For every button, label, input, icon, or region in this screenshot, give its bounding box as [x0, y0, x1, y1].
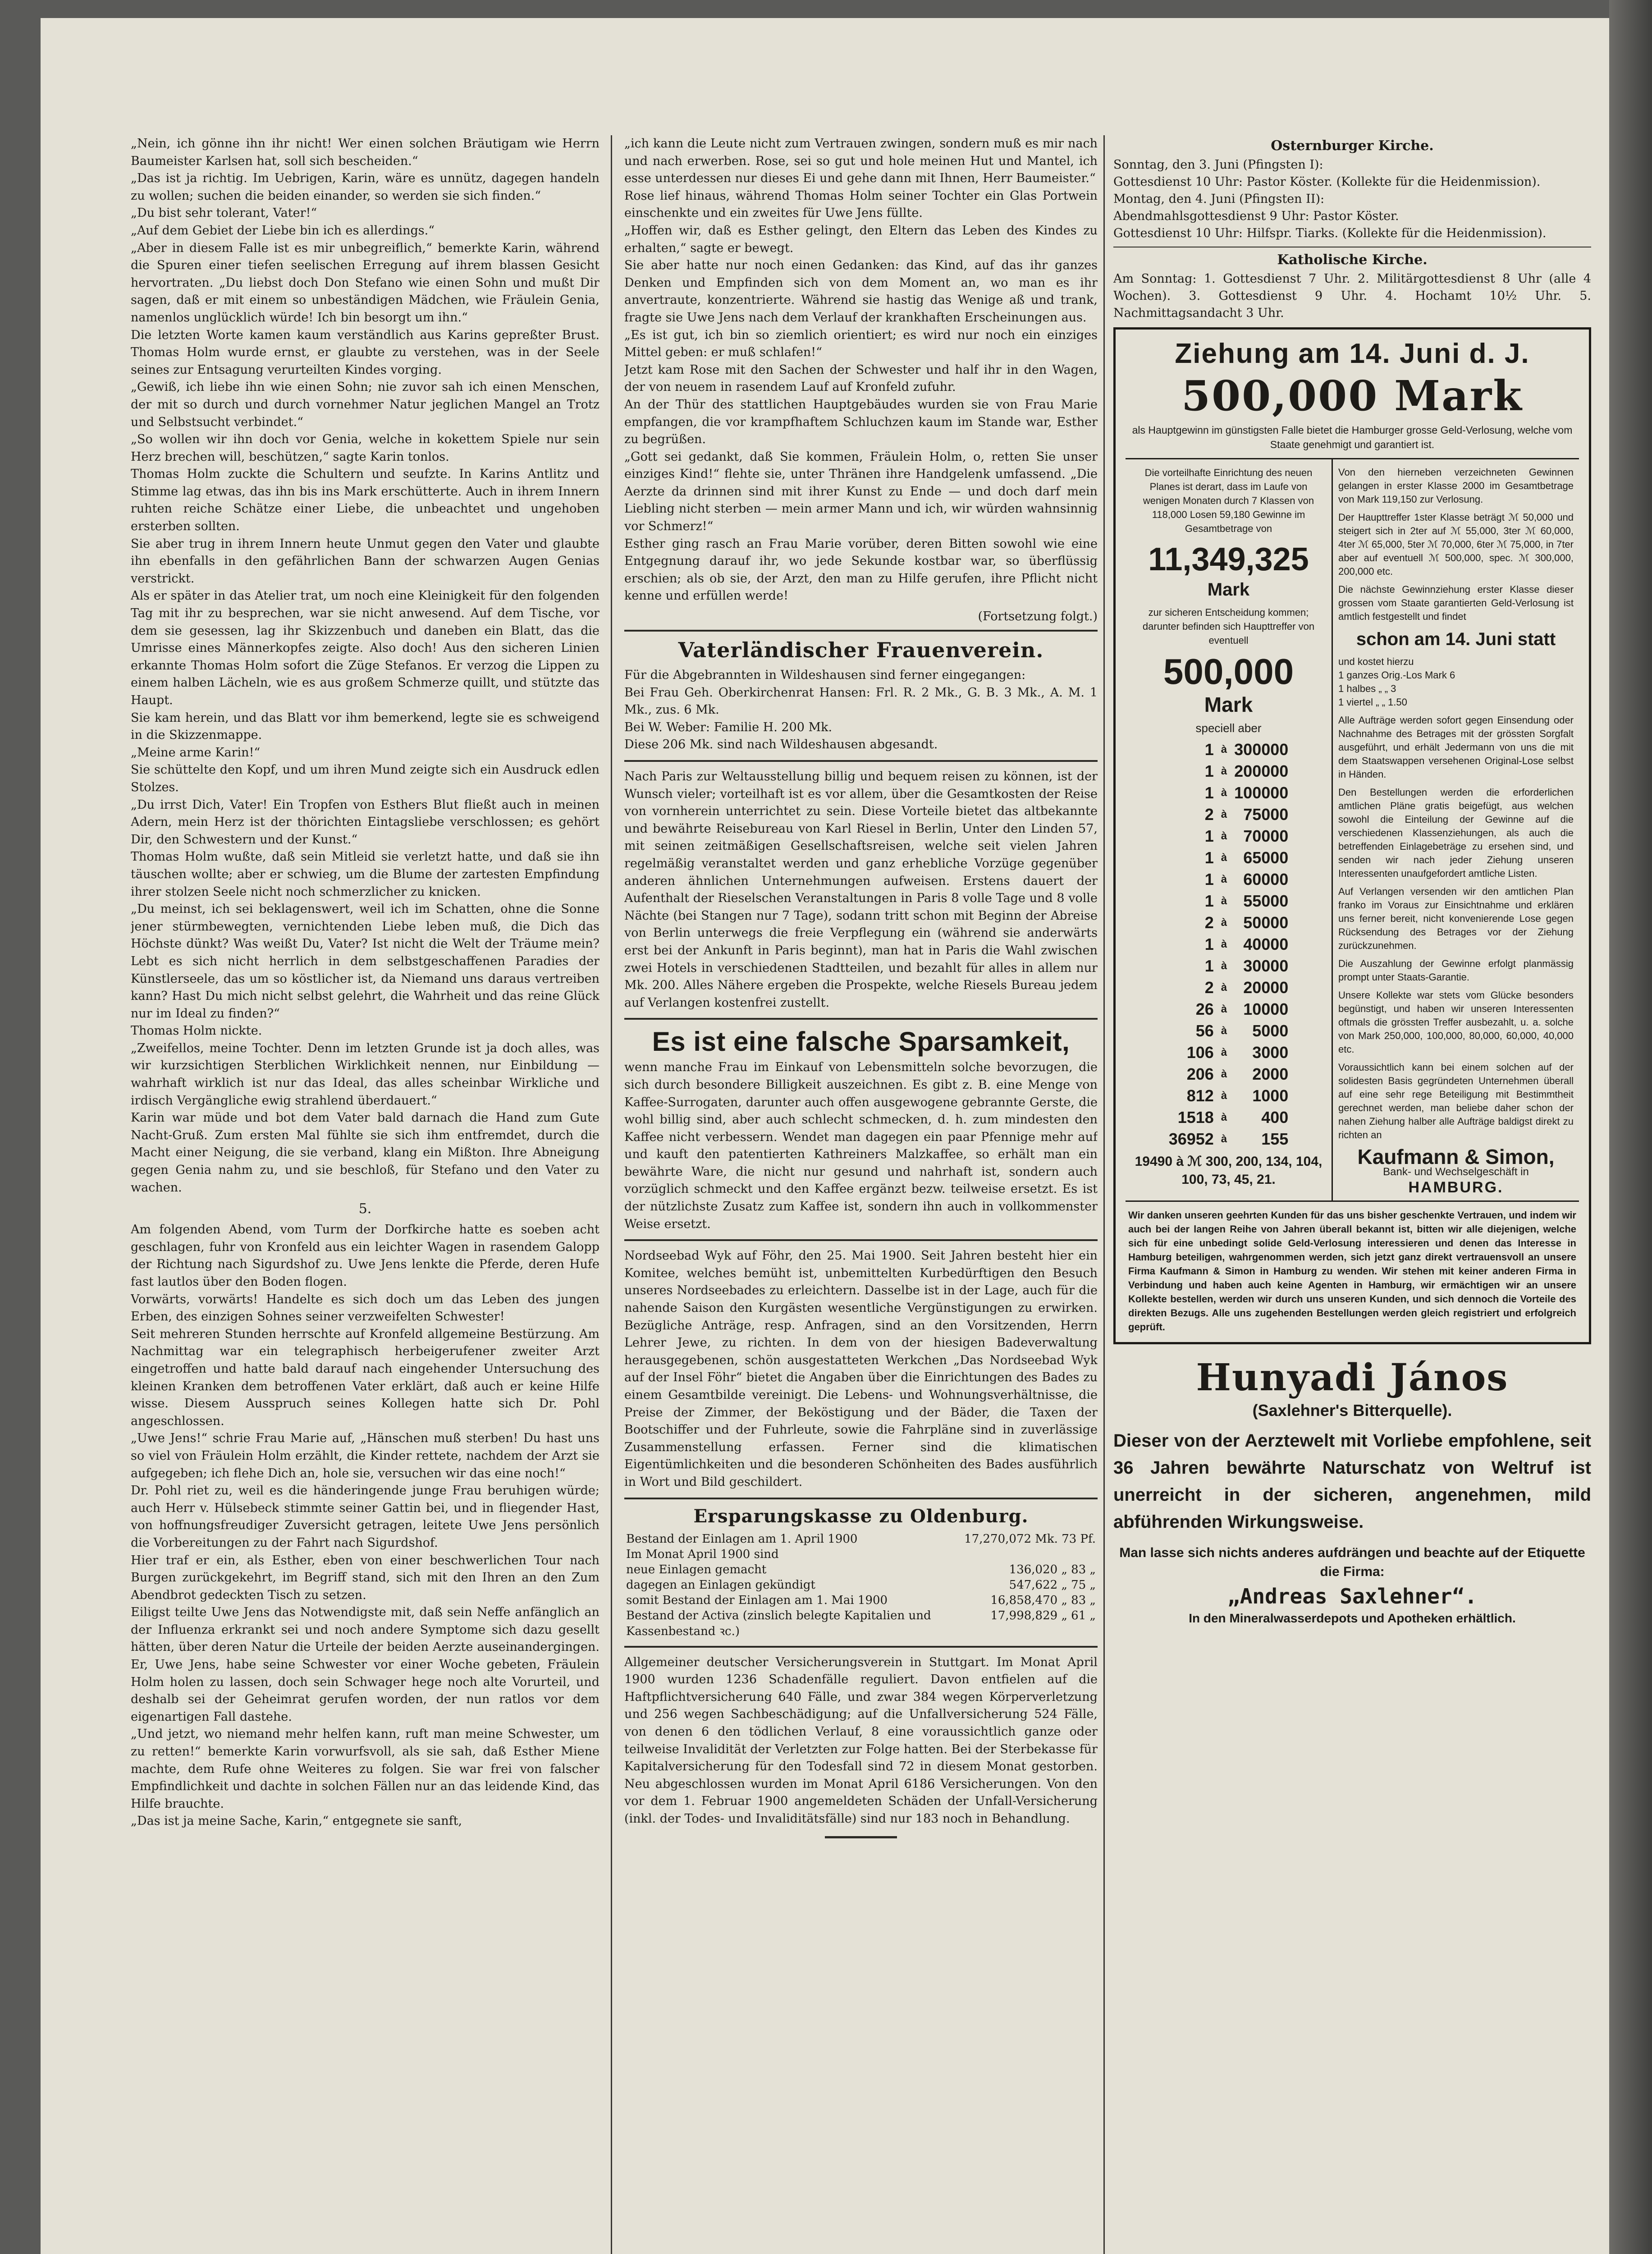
- prize-value: 55000: [1243, 892, 1289, 910]
- prize-count: 1: [1204, 957, 1214, 975]
- ersparungskasse-row: [624, 1547, 1098, 1562]
- lottery-total: 11,349,325: [1148, 541, 1309, 577]
- lottery-right-p5: Alle Aufträge werden sofort gegen Einsendung oder Nachnahme des Betrages mit der grössten Sorgfalt ausgeführt, und erhält Jedermann von uns die mit dem Staatswappen versehenen Original-Lose selbst in Händen.: [1338, 715, 1574, 780]
- prize-row: [1165, 977, 1292, 999]
- lottery-right-p8: Die Auszahlung der Gewinne erfolgt planmässig prompt unter Staats-Garantie.: [1338, 958, 1574, 983]
- prize-separator: à: [1221, 960, 1227, 972]
- prize-separator: à: [1221, 743, 1227, 756]
- prize-count: 812: [1186, 1086, 1214, 1105]
- lottery-left-text: Die vorteilhafte Einrichtung des neuen Planes ist derart, dass im Laufe von wenigen Monaten durch 7 Klassen von 118,000 Losen 59,180 Gewinne im Gesamtbetrage von: [1143, 467, 1314, 534]
- prize-row: [1165, 1128, 1292, 1150]
- prize-value: 65000: [1243, 848, 1289, 867]
- sparsamkeit-text: wenn manche Frau im Einkauf von Lebensmitteln solche bevorzugen, die sich durch besondere Billigkeit auszeichnen. Es gibt z. B. eine Menge von Kaffee-Surrogaten, darunter auch offen ausgewogene gebrannte Gerste, die wohl billig sind, aber auch schlecht schmecken, d. h. zum mindesten den Kaffee nicht verbessern. Wendet man dagegen ein paar Pfennige mehr auf und kauft den patentierten Kathreiners Malzkaffee, so erhält man ein bewährte Ware, die nicht nur gesund und nahrhaft ist, sondern auch vorzüglich schmeckt und den Kaffee ergänzt bezw. teilweise ersetzt. Es ist der nützlichste Zusatz zum Kaffee ist, sondern ihn auch in vollkommenster Weise ersetzt.: [624, 1060, 1098, 1231]
- prize-separator: à: [1221, 916, 1227, 929]
- novel-text-1: „Nein, ich gönne ihn ihr nicht! Wer einen solchen Bräutigam wie Herrn Baumeister Karlsen hat, soll sich bescheiden.“ „Das ist ja richtig. Im Uebrigen, Karin, wäre es unnütz, dagegen handeln zu wollen; suchen die beiden einander, so werden sie sich finden.“ „Du bist sehr tolerant, Vater!“ „Auf dem Gebiet der Liebe bin ich es allerdings.“ „Aber in diesem Falle ist es mir unbegreiflich,“ bemerkte Karin, während die Spuren einer tiefen seelischen Erregung auf ihrem blassen Gesicht hervortraten. „Du liebst doch Don Stefano wie einen Sohn und mußt Dir sagen, daß er mit einem so unbeständigen Mädchen, wie Fräulein Genia, namenlos unglücklich würde! Ich bin besorgt um ihn.“ Die letzten Worte kamen kaum verständlich aus Karins gepreßter Brust. Thomas Holm wurde ernst, er glaubte zu verstehen, was in der Seele seines zur Entsagung verurteilten Kindes vorging. „Gewiß, ich liebe ihn wie einen Sohn; nie zuvor sah ich einen Menschen, der mit so durch und durch vornehmer Natur jeglichen Mangel an Trotz und Selbstsucht verbindet.“ „So wollen wir ihn doch vor Genia, welche in kokettem Spiele nur sein Herz brechen will, beschützen,“ sagte Karin tonlos. Thomas Holm zuckte die Schultern und seufzte. In Karins Antlitz und Stimme lag etwas, das ihn bis ins Mark erschütterte. Auch in ihrem Innern ruhten reiche Schätze einer Liebe, die unbeachtet und ungehoben ersterben sollten. Sie aber trug in ihrem Innern heute Unmut gegen den Vater und glaubte ihn ebenfalls in den gefährlichen Bann der schwarzen Augen Genias verstrickt. Als er später in das Atelier trat, um noch eine Kleinigkeit für den folgenden Tag mit ihr zu besprechen, war sie nicht anwesend. Auf dem Tische, vor dem sie gesessen, lag ihr Skizzenbuch und daneben ein Blatt, das die Umrisse eines Männerkopfes zeigte. Also doch! Aus den sicheren Linien erkannte Thomas Holm sofort die Züge Stefanos. Er verzog die Lippen zu einem halben Lächeln, wie es aus großem Schmerze quillt, und stützte das Haupt. Sie kam herein, und das Blatt vor ihm bemerkend, legte sie es schweigend in die Skizzenmappe. „Meine arme Karin!“ Sie schüttelte den Kopf, und um ihren Mund zeigte sich ein Ausdruck edlen Stolzes. „Du irrst Dich, Vater! Ein Tropfen von Esthers Blut fließt auch in meinen Adern, mein Herz ist der thörichten Eintagsliebe verschlossen; es gehört Dir, den Schwestern und der Kunst.“ Thomas Holm wußte, daß sein Mitleid sie verletzt hatte, und daß sie ihn täuschen wollte; aber er schwieg, um die Blume der zartesten Empfindung ihrer stolzen Seele nicht noch schmerzlicher zu knicken. „Du meinst, ich sei beklagenswert, weil ich im Schatten, ohne die Sonne jener stürmbewegten, vernichtenden Liebe leben muß, die Dich das Höchste dünkt? Was weißt Du, Vater? Ist nicht die Welt der Träume mein? Lebt es sich nicht herrlich in dem selbstgeschaffenen Paradies der Künstlerseele, das um so köstlicher ist, da Niemand uns daraus vertreiben kann? Hast Du mich nicht selbst gelehrt, die Wahrheit und das reine Glück nur im Ideal zu finden?“ Thomas Holm nickte. „Zweifellos, meine Tochter. Denn im letzten Grunde ist ja doch alles, was wir kurzsichtigen Sterblichen Wirklichkeit nennen, nur Einbildung — wahrhaft wirklich ist nur das Ideal, das alles scheinbar Wirkliche und irdisch Vergängliche ewig strahlend überdauert.“ Karin war müde und bot dem Vater bald darnach die Hand zum Gute Nacht-Gruß. Zum ersten Mal fühlte sie sich ihm entfremdet, durch die Macht einer Neigung, die sie verband, klang ein Mißton. Ihre Abneigung gegen Genia nahm zu, und sie beschloß, für Stefano und den Vater zu wachen.: [131, 137, 599, 1195]
- lottery-body: [1126, 458, 1579, 1200]
- divider: [624, 1498, 1098, 1499]
- prize-row: [1165, 869, 1292, 890]
- section-number: 5.: [358, 1201, 372, 1217]
- lottery-firm: Kaufmann & Simon,: [1357, 1145, 1555, 1168]
- end-rule: [825, 1836, 897, 1838]
- lottery-city: HAMBURG.: [1408, 1179, 1504, 1196]
- prize-value: 300000: [1234, 740, 1289, 759]
- prize-tail: 19490 à ℳ 300, 200, 134, 104, 100, 73, 45, 21.: [1135, 1154, 1323, 1187]
- lottery-big-unit: Mark: [1204, 693, 1253, 716]
- prize-row: [1165, 847, 1292, 869]
- divider: [624, 1018, 1098, 1020]
- osternburger-heading: Osternburger Kirche.: [1271, 138, 1434, 154]
- prize-separator: à: [1221, 830, 1227, 842]
- divider: [624, 630, 1098, 632]
- prize-count: 1: [1204, 827, 1214, 845]
- ersparungskasse-row: [624, 1562, 1098, 1577]
- prize-row: [1165, 1063, 1292, 1085]
- hunyadi-sub: (Saxlehner's Bitterquelle).: [1252, 1401, 1452, 1420]
- lottery-right-p2: Der Haupttreffer 1ster Klasse beträgt ℳ 50,000 und steigert sich in 2ter auf ℳ 55,000, 3ter ℳ 60,000, 4ter ℳ 65,000, 5ter ℳ 70,000, 6ter ℳ 75,000, in 7ter aber auf eventuell ℳ 500,000, spec. ℳ 300,000, 200,000 etc.: [1338, 512, 1574, 577]
- ersparungskasse-label: Bestand der Einlagen am 1. April 1900: [626, 1532, 858, 1546]
- column-rule: [611, 135, 612, 2254]
- prize-count: 1: [1204, 892, 1214, 910]
- lottery-right-p3: Die nächste Gewinnziehung erster Klasse dieser grossen vom Staate garantierten Geld-Verlosung ist amtlich festgestellt und findet: [1338, 584, 1574, 622]
- lottery-right-big: schon am 14. Juni statt: [1356, 629, 1556, 649]
- ersparungskasse-value: 136,020 „ 83 „: [1009, 1562, 1096, 1576]
- vaterlaendischer-text: Für die Abgebrannten in Wildeshausen sind ferner eingegangen: Bei Frau Geh. Oberkirchenrat Hansen: Frl. R. 2 Mk., G. B. 3 Mk., A. M. 1 Mk., zus. 6 Mk. Bei W. Weber: Familie H. 200 Mk. Diese 206 Mk. sind nach Wildeshausen abgesandt.: [624, 668, 1098, 752]
- ersparungskasse-value: 17,998,829 „ 61 „: [990, 1608, 1096, 1622]
- katholische-heading: Katholische Kirche.: [1277, 252, 1428, 268]
- ersparungskasse-heading: Ersparungskasse zu Oldenburg.: [693, 1505, 1029, 1527]
- prize-row: [1165, 1085, 1292, 1107]
- lottery-right-p4: und kostet hierzu 1 ganzes Orig.-Los Mark 6 1 halbes „ „ 3 1 viertel „ „ 1.50: [1338, 656, 1455, 708]
- prize-value: 100000: [1234, 783, 1289, 802]
- prize-separator: à: [1221, 787, 1227, 799]
- lottery-draw-date: Ziehung am 14. Juni d. J.: [1175, 338, 1530, 369]
- lottery-big-prize: 500,000: [1163, 651, 1294, 692]
- wyk-text: Nordseebad Wyk auf Föhr, den 25. Mai 1900. Seit Jahren besteht hier ein Komitee, welches bemüht ist, unbemittelten Kurbedürftigen den Besuch unseres Nordseebades zu erleichtern. Dasselbe ist in der Lage, auch für die nahende Saison den Kurgästen wesentliche Vergünstigungen zu erwirken. Bezügliche Anträge, resp. Anfragen, sind an den Vorsitzenden, Herrn Lehrer Jewe, zu richten. In dem von der hiesigen Badeverwaltung herausgegebenen, schön ausgestatteten Werkchen „Das Nordseebad Wyk auf der Insel Föhr“ bietet die Angaben über die Einrichtungen des Bades zu einem Gesamtbilde vereinigt. Die Lebens- und Wohnungsverhältnisse, die Preise der Zimmer, der Beköstigung und der Bäder, die Taxen der Bootschiffer und der Fuhrleute, sowie die Fahrpläne sind in zuverlässige Zusammenstellung erfassen. Ferner sind die klimatischen Eigentümlichkeiten und die besonderen Schönheiten des Bades ausführlich in Wort und Bild geschildert.: [624, 1249, 1098, 1489]
- prize-count: 1: [1204, 848, 1214, 867]
- ersparungskasse-table: [624, 1531, 1098, 1640]
- hunyadi-warning: Man lasse sich nichts anderes aufdrängen und beachte auf der Etiquette die Firma:: [1119, 1545, 1585, 1579]
- prize-count: 26: [1195, 1000, 1214, 1018]
- column-ads: [1113, 135, 1591, 2254]
- prize-value: 200000: [1234, 762, 1289, 780]
- hunyadi-footer: In den Mineralwasserdepots und Apotheken erhältlich.: [1189, 1611, 1516, 1625]
- hunyadi-description: Dieser von der Aerztewelt mit Vorliebe empfohlene, seit 36 Jahren bewährte Naturschatz von Weltruf ist unerreicht in der sicheren, angenehmen, mild abführenden Wirkungsweise.: [1113, 1431, 1591, 1532]
- lottery-right: [1333, 459, 1579, 1200]
- lottery-right-p1: Von den hierneben verzeichneten Gewinnen gelangen in erster Klasse 2000 im Gesamtbetrage von Mark 119,150 zur Verlosung.: [1338, 467, 1574, 505]
- column-rule: [1103, 135, 1105, 2254]
- ersparungskasse-label: dagegen an Einlagen gekündigt: [626, 1578, 815, 1592]
- prize-value: 5000: [1252, 1022, 1289, 1040]
- prize-count: 1: [1204, 762, 1214, 780]
- lottery-amount: 500,000 Mark: [1181, 371, 1523, 420]
- lottery-ad: [1113, 327, 1591, 1344]
- lottery-speciel: speciell aber: [1195, 721, 1262, 735]
- ersparungskasse-value: 16,858,470 „ 83 „: [990, 1593, 1096, 1607]
- prize-value: 60000: [1243, 870, 1289, 889]
- prize-separator: à: [1221, 1111, 1227, 1123]
- prize-separator: à: [1221, 1068, 1227, 1080]
- prize-count: 36952: [1168, 1130, 1214, 1148]
- prize-count: 1: [1204, 870, 1214, 889]
- prize-row: [1165, 1020, 1292, 1042]
- prize-row: [1165, 782, 1292, 804]
- prize-table: [1165, 739, 1292, 1150]
- prize-separator: à: [1221, 808, 1227, 820]
- lottery-left: [1126, 459, 1333, 1200]
- prize-row: [1165, 760, 1292, 782]
- sparsamkeit-heading: Es ist eine falsche Sparsamkeit,: [652, 1026, 1070, 1057]
- prize-separator: à: [1221, 895, 1227, 907]
- novel-text-3: „ich kann die Leute nicht zum Vertrauen zwingen, sondern muß es mir nach und nach erwerben. Rose, sei so gut und hole meinen Hut und Mantel, ich esse unterdessen nur dieses Ei und gehe dann mit Ihnen, Herr Baumeister.“ Rose lief hinaus, während Thomas Holm seiner Tochter ein Glas Portwein einschenkte und ein zweites für Uwe Jens füllte. „Hoffen wir, daß es Esther gelingt, den Eltern das Leben des Kindes zu erhalten,“ sagte er bewegt. Sie aber hatte nur noch einen Gedanken: das Kind, auf das ihr ganzes Denken und Empfinden sich von dem Moment an, wo man es ihr anvertraute, konzentrierte. Während sie hastig das Wenige aß und trank, fragte sie Uwe Jens nach dem Verlauf der krankhaften Erscheinungen aus. „Es ist gut, ich bin so ziemlich orientiert; es wird nur noch ein einziges Mittel geben: er muß schlafen!“ Jetzt kam Rose mit den Sachen der Schwester und half ihr in den Wagen, der von neuem in rasendem Lauf auf Kronfeld zufuhr. An der Thür des stattlichen Hauptgebäudes wurden sie von Frau Marie empfangen, die vor krampfhaftem Schluchzen kaum im Stande war, Esther zu begrüßen. „Gott sei gedankt, daß Sie kommen, Fräulein Holm, o, retten Sie unser einziges Kind!“ flehte sie, unter Thränen ihre Handgelenk umfassend. „Die Aerzte da drinnen sind mit ihrer Kunst zu Ende — und doch darf mein Liebling nicht sterben — mein armer Mann und ich, wir würden wahnsinnig vor Schmerz!“ Esther ging rasch an Frau Marie vorüber, deren Bitten sowohl wie eine Entgegnung darauf ihr, wo jede Sekunde kostbar war, so überflüssig erschien; als ob sie, der Arzt, den man zu Hilfe gerufen, ihre Pflicht nicht kenne und erfüllen werde!: [624, 137, 1098, 603]
- prize-count: 2: [1204, 913, 1214, 932]
- prize-value: 70000: [1243, 827, 1289, 845]
- prize-value: 155: [1261, 1130, 1289, 1148]
- prize-value: 10000: [1243, 1000, 1289, 1018]
- prize-separator: à: [1221, 765, 1227, 777]
- vaterlaendischer-heading: Vaterländischer Frauenverein.: [678, 638, 1044, 663]
- prize-row: [1165, 825, 1292, 847]
- prize-row: [1165, 804, 1292, 825]
- prize-separator: à: [1221, 852, 1227, 864]
- prize-row: [1165, 934, 1292, 955]
- prize-value: 3000: [1252, 1043, 1289, 1062]
- prize-count: 56: [1195, 1022, 1214, 1040]
- prize-separator: à: [1221, 981, 1227, 994]
- prize-separator: à: [1221, 1025, 1227, 1037]
- ersparungskasse-value: 547,622 „ 75 „: [1009, 1578, 1096, 1592]
- prize-value: 20000: [1243, 978, 1289, 997]
- ersparungskasse-label: somit Bestand der Einlagen am 1. Mai 1900: [626, 1593, 888, 1607]
- lottery-right-p10: Voraussichtlich kann bei einem solchen auf der solidesten Basis gegründeten Unternehmen überall auf eine sehr rege Beteiligung mit Bestimmtheit gerechnet werden, man beliebe daher schon der nahen Ziehung halber alle Aufträge baldigst direkt zu richten an: [1338, 1062, 1574, 1141]
- prize-count: 1: [1204, 740, 1214, 759]
- prize-count: 1: [1204, 783, 1214, 802]
- prize-separator: à: [1221, 1090, 1227, 1102]
- column-news: [624, 135, 1098, 2254]
- prize-row: [1165, 999, 1292, 1020]
- ersparungskasse-row: [624, 1577, 1098, 1593]
- lottery-right-p7: Auf Verlangen versenden wir den amtlichen Plan franko im Voraus zur Einsichtnahme und erklären uns ferner bereit, nicht konvenierende Lose gegen Rücksendung des Betrages vor der Ziehung zurückzunehmen.: [1338, 886, 1574, 951]
- versicherung-text: Allgemeiner deutscher Versicherungsverein in Stuttgart. Im Monat April 1900 wurden 1236 Schadenfälle reguliert. Davon entfielen auf die Haftpflichtversicherung 640 Fälle, und zwar 384 wegen Körperverletzung und 256 wegen Sachbeschädigung; auf die Unfallversicherung 524 Fälle, von denen 6 den tödlichen Verlauf, 8 eine voraussichtlich ganze oder teilweise Invalidität der Verletzten zur Folge hatten. Bei der Sterbekasse für Kapitalversicherung für den Todesfall sind 72 in diesem Monat gestorben. Neu abgeschlossen wurden im Monat April 6186 Versicherungen. Von den vor dem 1. Februar 1900 angemeldeten Schäden der Unfall-Versicherung (inkl. der Todes- und Invaliditätsfälle) sind nur 183 noch in Behandlung.: [624, 1655, 1098, 1826]
- ersparungskasse-value: [962, 1547, 1098, 1562]
- lottery-right-p6: Den Bestellungen werden die erforderlichen amtlichen Pläne gratis beigefügt, aus welchen sowohl die Einteilung der Gewinne auf die verschiedenen Klassenziehungen, als auch die betreffenden Einlagebeträge zu ersehen sind, und senden wir nach jeder Ziehung unseren Interessenten unaufgefordert amtliche Listen.: [1338, 787, 1574, 879]
- hunyadi-brand: Hunyadi János: [1196, 1356, 1509, 1399]
- ersparungskasse-row: [624, 1593, 1098, 1608]
- lottery-intro: als Hauptgewinn im günstigsten Falle bietet die Hamburger grosse Geld-Verlosung, welche vom Staate genehmigt und garantiert ist.: [1132, 424, 1573, 450]
- prize-count: 106: [1186, 1043, 1214, 1062]
- osternburger-text: Sonntag, den 3. Juni (Pfingsten I): Gottesdienst 10 Uhr: Pastor Köster. (Kollekte für die Heidenmission). Montag, den 4. Juni (Pfingsten II): Abendmahlsgottesdienst 9 Uhr: Pastor Köster. Gottesdienst 10 Uhr: Hilfspr. Tiarks. (Kollekte für die Heidenmission).: [1113, 158, 1547, 240]
- prize-row: [1165, 912, 1292, 934]
- prize-row: [1165, 739, 1292, 760]
- prize-row: [1165, 890, 1292, 912]
- ersparungskasse-label: Bestand der Activa (zinslich belegte Kapitalien und Kassenbestand ꝛc.): [626, 1608, 931, 1638]
- lottery-right-p9: Unsere Kollekte war stets vom Glücke besonders begünstigt, und haben wir unseren Interessenten oftmals die grössten Treffer ausbezahlt, u. a. solche von Mark 250,000, 100,000, 80,000, 60,000, 40,000 etc.: [1338, 990, 1574, 1055]
- novel-text-2: Am folgenden Abend, vom Turm der Dorfkirche hatte es soeben acht geschlagen, fuhr von Kronfeld aus ein leichter Wagen in rasendem Galopp der Richtung nach Sigurdshof zu. Uwe Jens lenkte die Pferde, deren Hufe fast lautlos über den Boden flogen. Vorwärts, vorwärts! Handelte es sich doch um das Leben des jungen Erben, des einzigen Sohnes seiner verzweifelten Schwester! Seit mehreren Stunden herrschte auf Kronfeld allgemeine Bestürzung. Am Nachmittag war ein telegraphisch herbeigerufener zweiter Arzt eingetroffen und hatte bald darauf nach eingehender Untersuchung des kleinen Kranken dem betroffenen Vater erklärt, daß auch er keine Hilfe wisse. Diesem Ausspruch seines Kollegen hatte sich Dr. Pohl angeschlossen. „Uwe Jens!“ schrie Frau Marie auf, „Hänschen muß sterben! Du hast uns so viel von Fräulein Holm erzählt, die Kinder rettete, nachdem der Arzt sie aufgegeben; ich flehe Dich an, hole sie, versuchen wir das eine noch!“ Dr. Pohl riet zu, weil es die händeringende junge Frau beruhigen würde; auch Herr v. Hülsebeck stimmte seiner Gattin bei, und in fliegender Hast, von hoffnungsfreudiger Zuversicht getragen, leitete Uwe Jens persönlich die Vorbereitungen zu der Fahrt nach Sigurdshof. Hier traf er ein, als Esther, eben von einer beschwerlichen Tour nach Burgen zurückgekehrt, im Begriff stand, sich mit den Ihren an den Zum Abendbrot gedeckten Tisch zu setzen. Eiligst teilte Uwe Jens das Notwendigste mit, daß sein Neffe anfänglich an der Influenza erkrankt sei und noch andere Symptome sich dazu gesellt hätten, über deren Natur die Urteile der beiden Aerzte auseinandergingen. Er, Uwe Jens, habe seine Schwester vor einer Woche gebeten, Fräulein Holm holen zu lassen, doch sein Schwager hege noch alte Vorurteil, und deshalb sei der Geheimrat gerufen worden, der nun ratlos vor dem eigenartigen Fall dastehe. „Und jetzt, wo niemand mehr helfen kann, ruft man meine Schwester, um zu retten!“ bemerkte Karin vorwurfsvoll, als sie sah, daß Esther Miene machte, dem Rufe ohne Weiteres zu folgen. Sie war frei von falscher Empfindlichkeit und dachte in solchen Fällen nur an das leidende Kind, das Hilfe brauchte. „Das ist ja meine Sache, Karin,“ entgegnete sie sanft,: [131, 1223, 599, 1828]
- prize-separator: à: [1221, 873, 1227, 885]
- lottery-left-text-2: zur sicheren Entscheidung kommen; darunter befinden sich Haupttreffer von eventuell: [1142, 607, 1315, 646]
- prize-separator: à: [1221, 1046, 1227, 1058]
- prize-separator: à: [1221, 1003, 1227, 1015]
- hunyadi-signature: „Andreas Saxlehner“.: [1227, 1584, 1477, 1608]
- prize-row: [1165, 1042, 1292, 1063]
- lottery-thanks: Wir danken unseren geehrten Kunden für das uns bisher geschenkte Vertrauen, und indem wir auch bei der langen Reihe von Jahren überall bekannt ist, bitten wir alle diejenigen, welche sich für eine unbedingt solide Geld-Verlosung interessieren und denen das Interesse in Hamburg beteiligen, wahrgenommen werden, sich jetzt ganz direkt vertrauensvoll an unsere Firma Kaufmann & Simon in Hamburg zu wenden. Wir stehen mit keiner anderen Firma in Verbindung und haben auch keine Agenten in Hamburg, wir ermächtigen wir an unsere Kollekte bestellen, werden wir durch uns unseren Kunden, und sich dennoch die Vorteile des direkten Bezugs. Alle uns zugehenden Bestellungen werden gleich registriert und erfolgreich geprüft.: [1126, 1200, 1579, 1334]
- ersparungskasse-label: neue Einlagen gemacht: [626, 1562, 767, 1576]
- lottery-firm-sub: Bank- und Wechselgeschäft in: [1383, 1166, 1529, 1178]
- prize-count: 206: [1186, 1065, 1214, 1083]
- ersparungskasse-row: [624, 1531, 1098, 1547]
- ersparungskasse-value: 17,270,072 Mk. 73 Pf.: [964, 1532, 1096, 1546]
- prize-count: 1: [1204, 935, 1214, 953]
- page-edge: [1609, 0, 1652, 2254]
- paris-travel-text: Nach Paris zur Weltausstellung billig und bequem reisen zu können, ist der Wunsch vieler; vorteilhaft ist es vor allem, über die Gesamtkosten der Reise von vornherein unterrichtet zu sein. Diese Vorteile bietet das altbekannte und bewährte Reisebureau von Karl Riesel in Berlin, Unter den Linden 57, mit seinen zeitmäßigen Gesellschaftsreisen, welche seit vielen Jahren regelmäßig veranstaltet werden und ganz erhebliche Vorzüge gegenüber anderen ähnlichen Unternehmungen aufweisen. Erstens dauert der Aufenthalt der Rieselschen Veranstaltungen in Paris 8 volle Tage und 8 volle Nächte (bei Stangen nur 7 Tage), sodann tritt schon mit Beginn der Abreise von Berlin unterwegs die freie Verpflegung ein (während sie anderwärts erst bei der Ankunft in Paris beginnt), man hat in Paris die Wahl zwischen zwei Hotels in verschiedenen Stadtteilen, und bezahlt für alles in allem nur Mk. 200. Alles Nähere ergeben die Prospekte, welche Riesels Bureau jedem auf Verlangen kostenfrei zustellt.: [624, 770, 1098, 1010]
- prize-separator: à: [1221, 938, 1227, 950]
- prize-row: [1165, 955, 1292, 977]
- prize-separator: à: [1221, 1133, 1227, 1145]
- prize-row: [1165, 1107, 1292, 1128]
- lottery-total-unit: Mark: [1207, 580, 1250, 600]
- prize-value: 400: [1261, 1108, 1289, 1127]
- prize-value: 2000: [1252, 1065, 1289, 1083]
- ersparungskasse-label: Im Monat April 1900 sind: [626, 1547, 779, 1561]
- prize-count: 1518: [1177, 1108, 1214, 1127]
- ersparungskasse-row: [624, 1608, 1098, 1640]
- katholische-text: Am Sonntag: 1. Gottesdienst 7 Uhr. 2. Militärgottesdienst 8 Uhr (alle 4 Wochen). 3. Gottesdienst 9 Uhr. 4. Hochamt 10½ Uhr. 5. Nachmittagsandacht 3 Uhr.: [1113, 272, 1591, 320]
- prize-count: 2: [1204, 805, 1214, 824]
- continued-note: (Fortsetzung folgt.): [978, 609, 1098, 624]
- column-novel: [131, 135, 599, 2254]
- prize-count: 2: [1204, 978, 1214, 997]
- prize-value: 75000: [1243, 805, 1289, 824]
- prize-value: 40000: [1243, 935, 1289, 953]
- divider: [624, 1646, 1098, 1648]
- divider: [624, 1239, 1098, 1241]
- prize-value: 30000: [1243, 957, 1289, 975]
- divider: [624, 760, 1098, 762]
- prize-value: 50000: [1243, 913, 1289, 932]
- prize-value: 1000: [1252, 1086, 1289, 1105]
- hunyadi-ad: [1113, 1356, 1591, 1626]
